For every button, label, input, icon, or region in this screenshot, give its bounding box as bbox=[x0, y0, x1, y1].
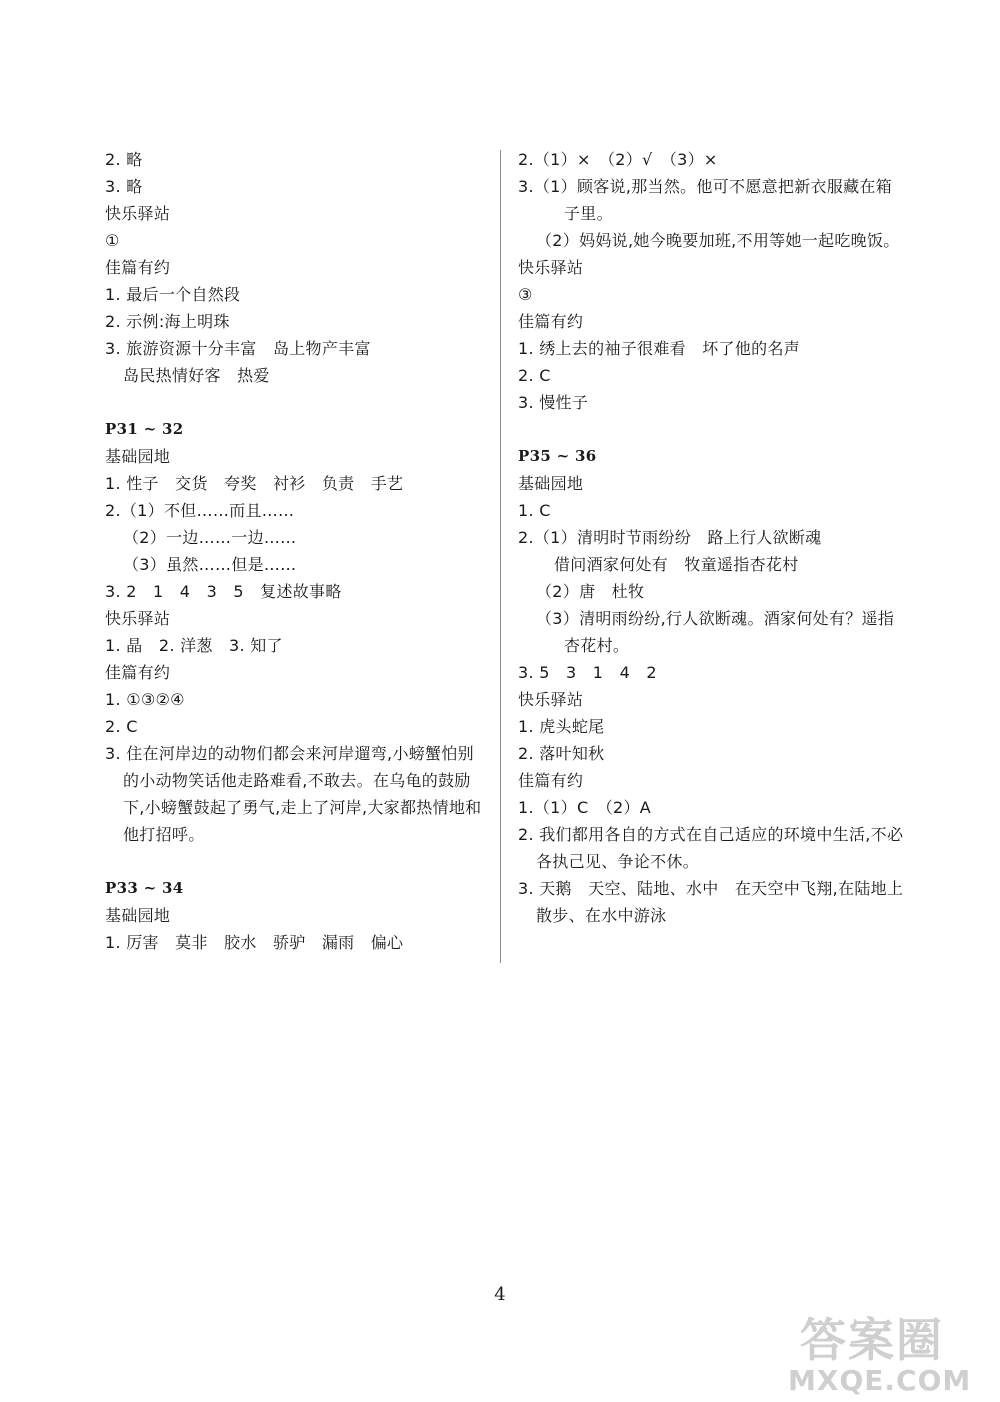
answer-line: （2）唐 杜牧 bbox=[536, 582, 645, 601]
page-number: 4 bbox=[494, 1284, 506, 1305]
column-divider bbox=[500, 150, 501, 963]
answer-line: 岛民热情好客 热爱 bbox=[123, 366, 270, 385]
answer-paragraph: 3. 住在河岸边的动物们都会来河岸遛弯,小螃蟹怕别的小动物笑话他走路难看,不敢去。在乌龟的鼓励下,小螃蟹鼓起了勇气,走上了河岸,大家都热情地和他打招呼。 bbox=[105, 744, 482, 844]
answer-line: ① bbox=[105, 231, 120, 250]
answer-line: 1.（1）C （2）A bbox=[518, 798, 652, 817]
section-heading: 快乐驿站 bbox=[518, 690, 584, 709]
section-heading: 快乐驿站 bbox=[105, 204, 171, 223]
right-column bbox=[518, 146, 908, 929]
answer-line: （3）虽然……但是…… bbox=[123, 555, 297, 574]
answer-line: 2. C bbox=[518, 366, 551, 385]
answer-paragraph: （3）清明雨纷纷,行人欲断魂。酒家何处有？遥指杏花村。 bbox=[536, 609, 895, 655]
answer-line: 2. 示例:海上明珠 bbox=[105, 312, 230, 331]
answer-paragraph: 3. 天鹅 天空、陆地、水中 在天空中飞翔,在陆地上散步、在水中游泳 bbox=[518, 879, 904, 925]
section-heading: 快乐驿站 bbox=[105, 609, 171, 628]
answer-line: ③ bbox=[518, 285, 533, 304]
answer-line: 3. 慢性子 bbox=[518, 393, 589, 412]
answer-line: 1. ①③②④ bbox=[105, 690, 185, 709]
answer-line: 1. 厉害 莫非 胶水 骄驴 漏雨 偏心 bbox=[105, 933, 404, 952]
answer-line: 1. 绣上去的袖子很难看 坏了他的名声 bbox=[518, 339, 801, 358]
answer-line: 2.（1）不但……而且…… bbox=[105, 501, 295, 520]
watermark-logo bbox=[788, 1300, 993, 1400]
section-heading: 佳篇有约 bbox=[105, 258, 171, 277]
answer-paragraph: 3.（1）顾客说,那当然。他可不愿意把新衣服藏在箱子里。 bbox=[518, 177, 893, 223]
answer-line: 3. 略 bbox=[105, 177, 143, 196]
answer-line: 1. 晶 2. 洋葱 3. 知了 bbox=[105, 636, 283, 655]
answer-line: 1. C bbox=[518, 501, 551, 520]
section-heading: 佳篇有约 bbox=[105, 663, 171, 682]
section-heading: 基础园地 bbox=[105, 447, 171, 466]
answer-line: 借问酒家何处有 牧童遥指杏花村 bbox=[554, 555, 799, 574]
watermark-url: MXQE.COM bbox=[788, 1364, 972, 1397]
answer-line: 2.（1）清明时节雨纷纷 路上行人欲断魂 bbox=[518, 528, 822, 547]
page-range-heading: P35 ~ 36 bbox=[518, 447, 597, 465]
page-range-heading: P33 ~ 34 bbox=[105, 879, 184, 897]
left-column bbox=[105, 146, 485, 956]
answer-line: 3. 旅游资源十分丰富 岛上物产丰富 bbox=[105, 339, 371, 358]
answer-line: （2）一边……一边…… bbox=[123, 528, 297, 547]
answer-line: 2. 落叶知秋 bbox=[518, 744, 605, 763]
section-heading: 基础园地 bbox=[518, 474, 584, 493]
page-range-heading: P31 ~ 32 bbox=[105, 420, 184, 438]
answer-line: （2）妈妈说,她今晚要加班,不用等她一起吃晚饭。 bbox=[536, 231, 900, 250]
answer-line: 2. 略 bbox=[105, 150, 143, 169]
section-heading: 快乐驿站 bbox=[518, 258, 584, 277]
section-heading: 佳篇有约 bbox=[518, 312, 584, 331]
answer-paragraph: 2. 我们都用各自的方式在自己适应的环境中生活,不必各执己见、争论不休。 bbox=[518, 825, 904, 871]
answer-line: 1. 虎头蛇尾 bbox=[518, 717, 605, 736]
section-heading: 佳篇有约 bbox=[518, 771, 584, 790]
answer-line: 2.（1）× （2）√ （3）× bbox=[518, 150, 718, 169]
watermark-text: 答案圈 bbox=[800, 1313, 944, 1367]
section-heading: 基础园地 bbox=[105, 906, 171, 925]
answer-line: 1. 性子 交货 夸奖 衬衫 负责 手艺 bbox=[105, 474, 404, 493]
answer-line: 3. 2 1 4 3 5 复述故事略 bbox=[105, 582, 342, 601]
answer-line: 1. 最后一个自然段 bbox=[105, 285, 241, 304]
answer-line: 3. 5 3 1 4 2 bbox=[518, 663, 657, 682]
answer-line: 2. C bbox=[105, 717, 138, 736]
